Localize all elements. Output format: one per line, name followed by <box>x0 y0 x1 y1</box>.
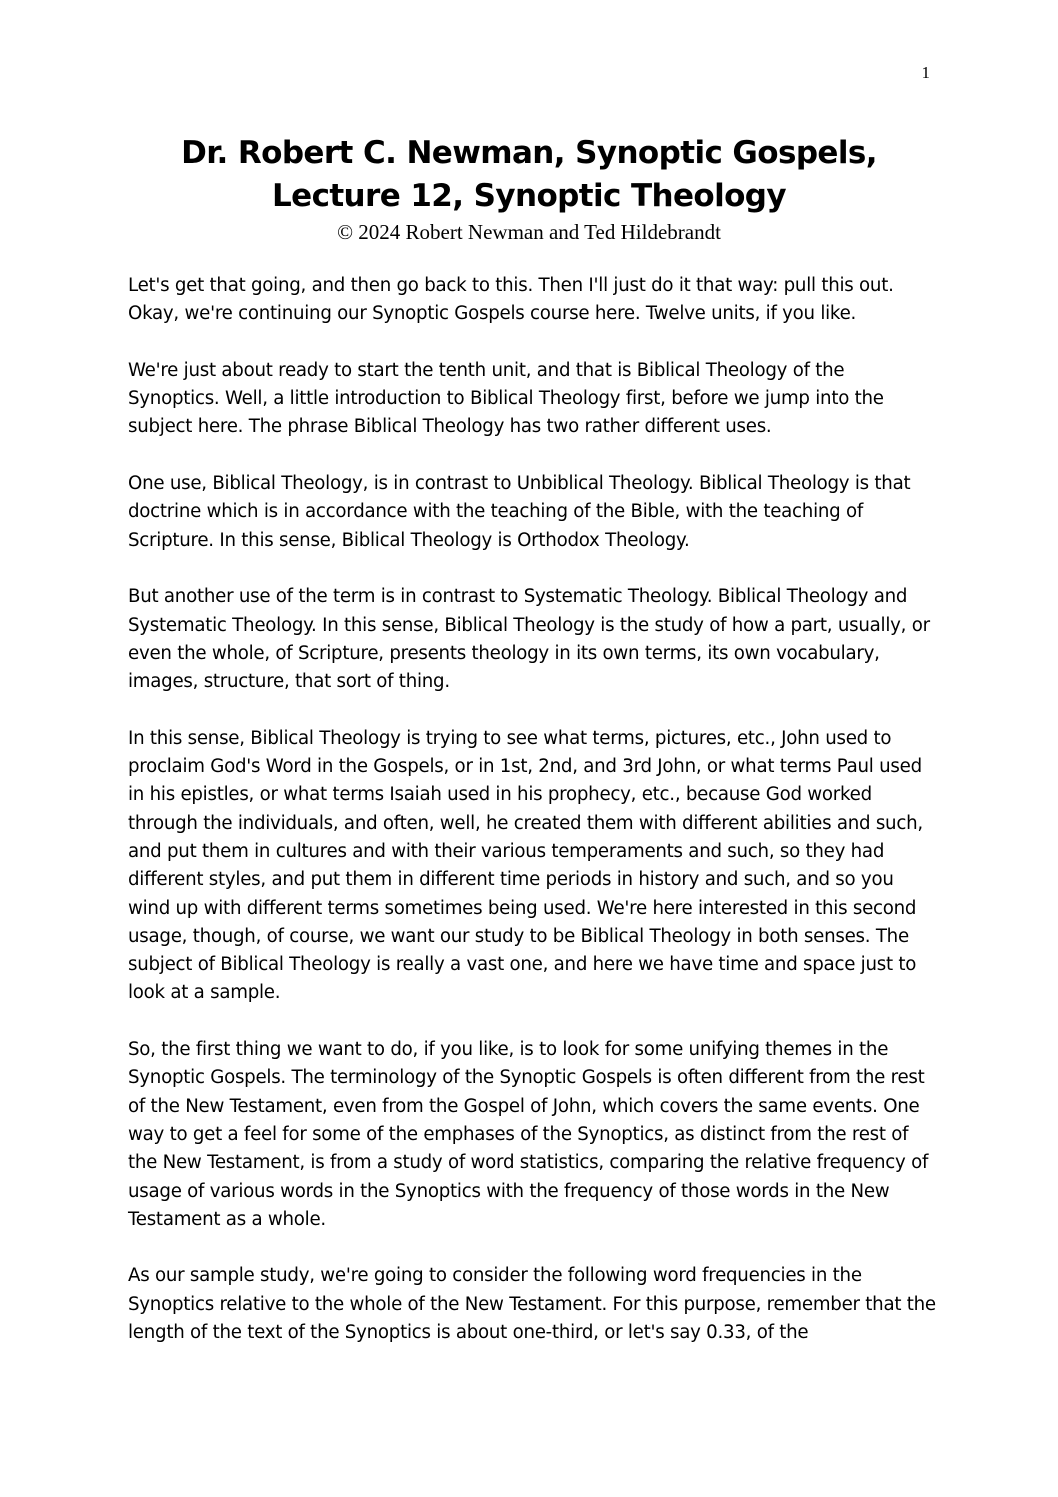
body-text <box>128 272 936 1376</box>
paragraph-5: In this sense, Biblical Theology is trying to see what terms, pictures, etc., John used to proclaim God's Word in the Gospels, or in 1st, 2nd, and 3rd John, or what terms Paul used in his epistles, or what terms Isaiah used in his prophecy, etc., because God worked through the individuals, and often, well, he created them with different abilities and such, and put them in cultures and with their various temperaments and such, so they had different styles, and put them in different time periods in history and such, and so you wind up with different terms sometimes being used. We're here interested in this second usage, though, of course, we want our study to be Biblical Theology in both senses. The subject of Biblical Theology is really a vast one, and here we have time and space just to look at a sample. <box>128 727 923 1004</box>
paragraph-1: Let's get that going, and then go back to this. Then I'll just do it that way: pull this out. Okay, we're continuing our Synoptic Gospels course here. Twelve units, if you like. <box>128 275 894 325</box>
paragraph-4: But another use of the term is in contrast to Systematic Theology. Biblical Theology and Systematic Theology. In this sense, Biblical Theology is the study of how a part, usually, or even the whole, of Scripture, presents theology in its own terms, its own vocabulary, images, structure, that sort of thing. <box>128 586 930 693</box>
paragraph-7: As our sample study, we're going to consider the following word frequencies in the Synoptics relative to the whole of the New Testament. For this purpose, remember that the length of the text of the Synoptics is about one-third, or let's say 0.33, of the <box>128 1265 936 1343</box>
document-title-line-2: Lecture 12, Synoptic Theology <box>271 178 787 214</box>
paragraph-3: One use, Biblical Theology, is in contrast to Unbiblical Theology. Biblical Theology is that doctrine which is in accordance with the teaching of the Bible, with the teaching of Scripture. In this sense, Biblical Theology is Orthodox Theology. <box>128 473 911 551</box>
copyright-notice: © 2024 Robert Newman and Ted Hildebrandt <box>337 220 721 244</box>
document-title-line-1: Dr. Robert C. Newman, Synoptic Gospels, <box>181 135 877 171</box>
title-block <box>128 132 930 245</box>
paragraph-6: So, the first thing we want to do, if you like, is to look for some unifying themes in the Synoptic Gospels. The terminology of the Synoptic Gospels is often different from the rest of the New Testament, even from the Gospel of John, which covers the same events. One way to get a feel for some of the emphases of the Synoptics, as distinct from the rest of the New Testament, is from a study of word statistics, comparing the relative frequency of usage of various words in the Synoptics with the frequency of those words in the New Testament as a whole. <box>128 1039 929 1230</box>
paragraph-2: We're just about ready to start the tenth unit, and that is Biblical Theology of the Synoptics. Well, a little introduction to Biblical Theology first, before we jump into the subject here. The phrase Biblical Theology has two rather different uses. <box>128 359 884 438</box>
page-number: 1 <box>921 63 930 82</box>
